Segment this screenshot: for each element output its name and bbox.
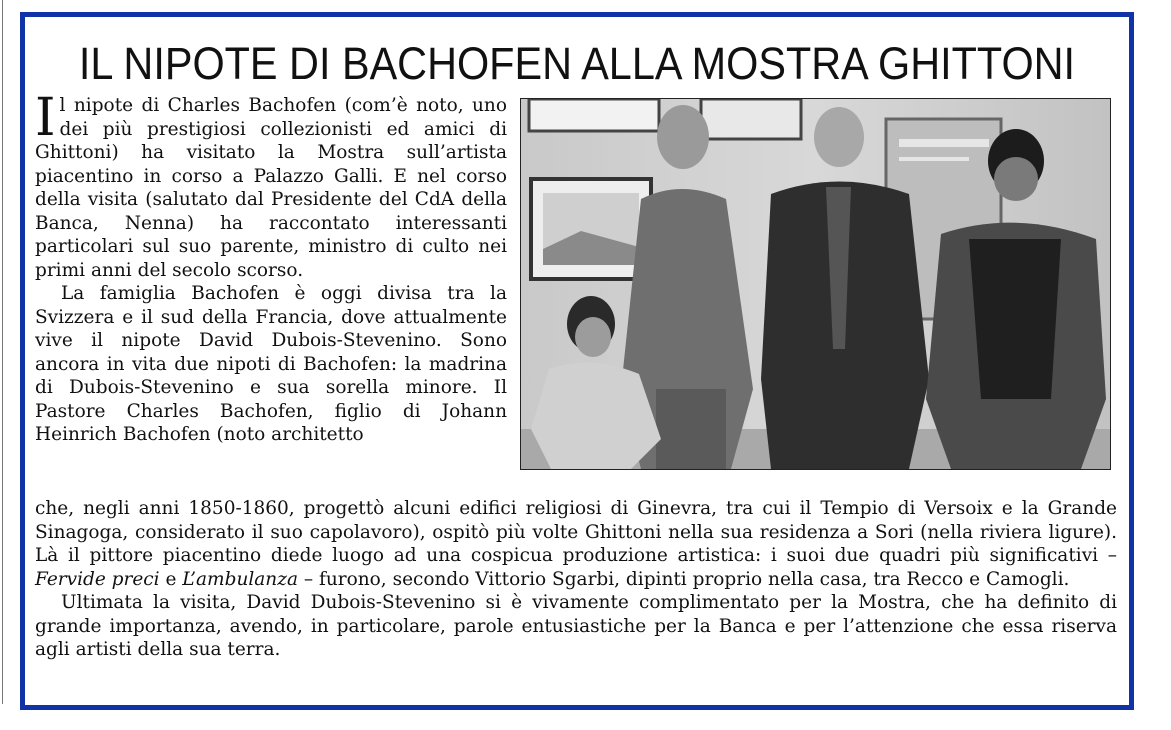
paragraph-2-end: – furono, secondo Vittorio Sgarbi, dipinti proprio nella casa, tra Recco e Camogli.: [298, 568, 1070, 590]
painting-title-1: Fervide preci: [35, 568, 160, 590]
paragraph-2-start: La famiglia Bachofen è oggi divisa tra la Svizzera e il sud della Francia, dove attualmente vive il nipote David Dubois-Stevenino. Sono ancora in vita due nipoti di Bachofen: la madrina di Dubois-Stevenino e sua sorella minore. Il Pastore Charles Bachofen, figlio di Johann Heinrich Bachofen (noto architetto: [35, 283, 507, 445]
page-margin-rule: [2, 0, 3, 704]
painting-title-2: L’ambulanza: [182, 568, 298, 590]
paragraph-2-text: che, negli anni 1850-1860, progettò alcuni edifici religiosi di Ginevra, tra cui il Tempio di Versoix e la Grande Sinagoga, considerato il suo capolavoro), ospitò più volte Ghittoni nella sua residenza a Sori (nella riviera ligure). Là il pittore piacentino diede luogo ad una cospicua produzione artistica: i suoi due quadri più significativi –: [35, 498, 1117, 566]
conjunction: e: [159, 568, 183, 590]
paragraph-1-text: l nipote di Charles Bachofen (com’è noto, uno dei più prestigiosi collezionisti ed amici di Ghittoni) ha visitato la Mostra sull’artista piacentino in corso a Palazzo Galli. E nel corso della visita (salutato dal Presidente del CdA della Banca, Nenna) ha raccontato interessanti particolari sul suo parente, ministro di culto nei primi anni del secolo scorso.: [35, 95, 507, 281]
article-photo: [520, 98, 1111, 470]
photo-group-of-four: [521, 99, 1110, 469]
drop-cap: I: [35, 88, 56, 148]
article-frame: [20, 12, 1134, 710]
paragraph-3: Ultimata la visita, David Dubois-Stevenino si è vivamente complimentato per la Mostra, che ha definito di grande importanza, avendo, in particolare, parole entusiastiche per la Banca e per l’attenzione che essa riserva agli artisti della sua terra.: [35, 592, 1117, 660]
article-full-width-text: [35, 497, 1117, 662]
article-headline: IL NIPOTE DI BACHOFEN ALLA MOSTRA GHITTONI: [78, 38, 1076, 89]
article-column-text: [35, 88, 507, 447]
paragraph-2-continued: [35, 497, 1117, 591]
paragraph-1: [35, 88, 507, 282]
